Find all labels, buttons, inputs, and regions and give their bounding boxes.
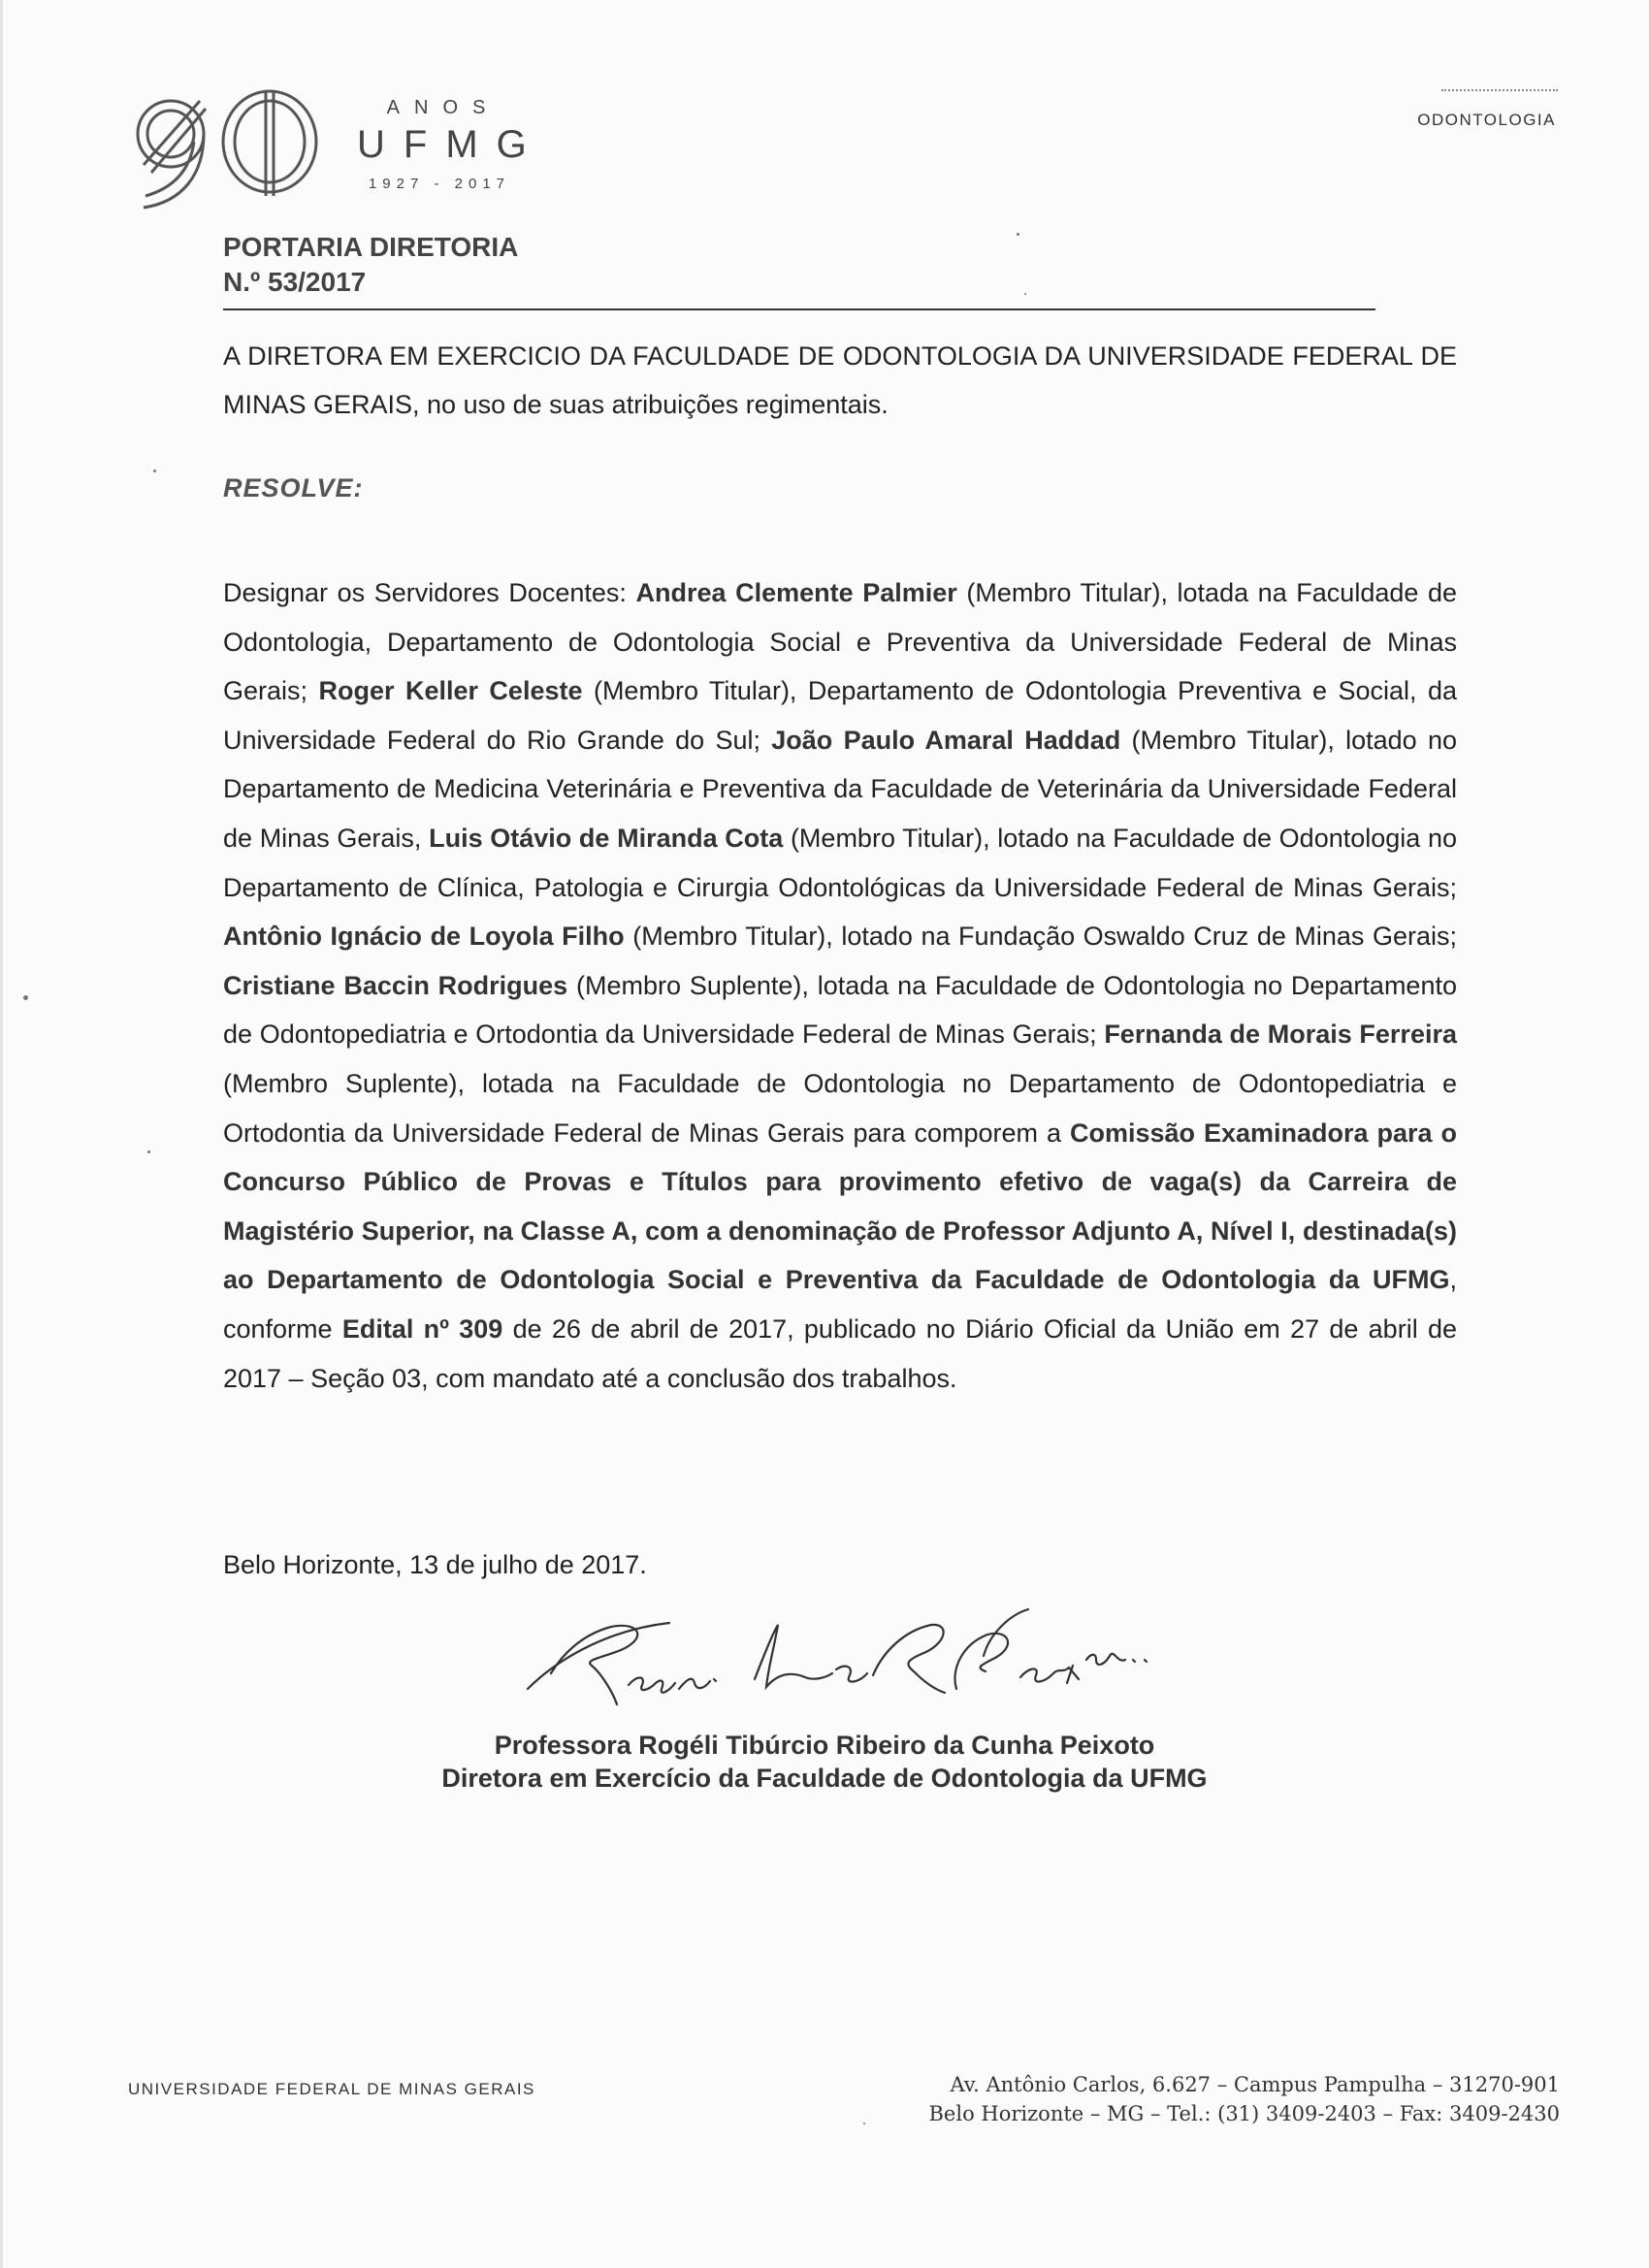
logo-anos-text: ANOS	[386, 97, 501, 118]
text-segment: (Membro Titular), lotado no Departamento de Medicina Veterinária e Preventiva da Faculdade de Veterinária da Universidade Federal de Minas Gerais,	[223, 725, 1457, 853]
scan-speck	[153, 470, 156, 472]
text-segment: de 26 de abril de 2017, publicado no Diário Oficial da União em 27 de abril de 2017 – Seção 03, com mandato até a conclusão dos trabalhos.	[223, 1313, 1457, 1393]
ufmg-90-anos-logo	[124, 87, 545, 223]
intro-paragraph: A DIRETORA EM EXERCICIO DA FACULDADE DE ODONTOLOGIA DA UNIVERSIDADE FEDERAL DE MINAS GERAIS, no uso de suas atribuições regimentais.	[223, 341, 1457, 419]
document-title: PORTARIA DIRETORIA	[223, 232, 519, 262]
bold-text-segment: Edital nº 309	[341, 1313, 503, 1344]
bold-text-segment: Comissão Examinadora para o Concurso Público de Provas e Títulos para provimento efetivo de vaga(s) da Carreira de Magistério Superior, na Classe A, com a denominação de Professor Adjunto A, Nível I, destinada(s) ao Departamento de Odontologia Social e Preventiva da Faculdade de Odontologia da UFMG	[223, 1118, 1457, 1295]
bold-text-segment: Cristiane Baccin Rodrigues	[223, 970, 568, 1000]
bold-text-segment: Roger Keller Celeste	[318, 676, 583, 706]
text-segment: (Membro Suplente), lotada na Faculdade de Odontologia no Departamento de Odontopediatria e Ortodontia da Universidade Federal de Minas Gerais;	[223, 970, 1457, 1050]
bold-text-segment: Antônio Ignácio de Loyola Filho	[223, 922, 625, 952]
scan-speck	[23, 995, 28, 1000]
footer-address-line-1: Av. Antônio Carlos, 6.627 – Campus Pampulha – 31270-901	[950, 2073, 1560, 2096]
logo-90-graphic	[124, 87, 338, 213]
text-segment: Designar os Servidores Docentes:	[223, 578, 636, 607]
scan-edge	[0, 0, 3, 2268]
scan-speck	[1017, 233, 1019, 236]
scan-speck	[1024, 293, 1026, 295]
signer-name: Professora Rogéli Tibúrcio Ribeiro da Cunha Peixoto	[494, 1731, 1155, 1760]
text-segment: (Membro Titular), lotada na Faculdade de Odontologia, Departamento de Odontologia Social e Preventiva da Universidade Federal de Minas Gerais;	[223, 578, 1457, 706]
handwritten-signature	[524, 1596, 1203, 1722]
text-segment: (Membro Suplente), lotada na Faculdade de Odontologia no Departamento de Odontopediatria e Ortodontia da Universidade Federal de Minas Gerais para comporem a	[223, 1068, 1457, 1148]
footer-address	[929, 2070, 1561, 2128]
resolve-heading: RESOLVE:	[223, 473, 364, 502]
logo-ufmg-text: UFMG	[357, 123, 545, 166]
title-divider	[223, 308, 1375, 310]
bold-text-segment: Andrea Clemente Palmier	[635, 578, 957, 607]
bold-text-segment: Luis Otávio de Miranda Cota	[429, 823, 784, 853]
text-segment: (Membro Titular), Departamento de Odontologia Preventiva e Social, da Universidade Federal do Rio Grande do Sul;	[223, 676, 1457, 755]
place-and-date: Belo Horizonte, 13 de julho de 2017.	[223, 1550, 647, 1579]
text-segment: (Membro Titular), lotado na Faculdade de Odontologia no Departamento de Clínica, Patologia e Cirurgia Odontológicas da Universidade Federal de Minas Gerais;	[223, 823, 1457, 902]
logo-years-text: 1927 - 2017	[368, 176, 511, 192]
header-dotted-rule	[1441, 89, 1558, 91]
text-segment: , conforme	[223, 1265, 1457, 1344]
document-number: N.º 53/2017	[223, 267, 367, 297]
scan-speck	[147, 1150, 150, 1153]
bold-text-segment: João Paulo Amaral Haddad	[771, 725, 1121, 755]
footer-address-line-2: Belo Horizonte – MG – Tel.: (31) 3409-2403 – Fax: 3409-2430	[928, 2102, 1560, 2125]
scan-speck	[863, 2122, 865, 2124]
bold-text-segment: Fernanda de Morais Ferreira	[1104, 1020, 1457, 1050]
resolution-paragraph	[223, 568, 1457, 1403]
signer-title: Diretora em Exercício da Faculdade de Odontologia da UFMG	[441, 1764, 1208, 1793]
footer-university: UNIVERSIDADE FEDERAL DE MINAS GERAIS	[128, 2080, 535, 2098]
department-label: ODONTOLOGIA	[1417, 111, 1556, 129]
text-segment: (Membro Titular), lotado na Fundação Oswaldo Cruz de Minas Gerais;	[624, 922, 1457, 952]
